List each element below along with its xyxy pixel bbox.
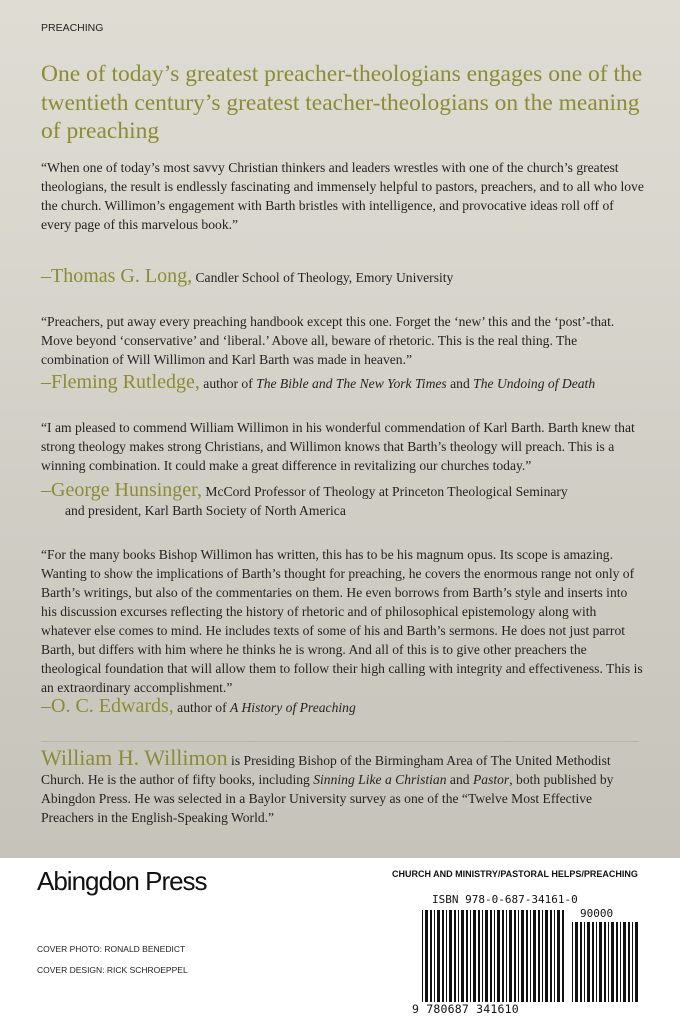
isbn-text: ISBN 978-0-687-34161-0 (432, 893, 578, 906)
barcode-bar (599, 922, 602, 1002)
endorsement-attribution-edwards (41, 697, 656, 717)
barcode-bar (554, 910, 555, 1002)
barcode-bar (526, 910, 528, 1002)
category-label: PREACHING (41, 22, 104, 34)
barcode-bar (425, 910, 428, 1002)
endorsement-attribution-long (41, 267, 656, 287)
barcode-bar (521, 910, 524, 1002)
addon-barcode (572, 922, 640, 1002)
endorser-name: –O. C. Edwards, (41, 695, 174, 717)
barcode-bar (514, 910, 516, 1002)
endorsement-quote-long: “When one of today’s most savvy Christian thinkers and leaders wrestles with one of the church’s greatest theologians, the result is endlessly fascinating and immensely helpful to pastors, preachers, and to all who love the church. Willimon’s engagement with Barth bristles with intelligence, and provocative ideas roll off of every page of this marvelous book.” (41, 160, 644, 232)
barcode-bar (550, 910, 552, 1002)
cover-photo-credit: COVER PHOTO: RONALD BENEDICT (37, 944, 186, 954)
barcode-bar (572, 922, 573, 1002)
endorser-name: –Thomas G. Long, (41, 265, 193, 287)
barcode-bar (584, 922, 585, 1002)
barcode-bar (518, 910, 519, 1002)
book-title: Sinning Like a Christian (313, 772, 447, 787)
barcode-bar (449, 910, 452, 1002)
endorsement-attribution-rutledge (41, 373, 656, 393)
endorsement-quote-rutledge: “Preachers, put away every preaching handbook except this one. Forget the ‘new’ this and the ‘post’-that. Move beyond ‘conservative’ and ‘liberal.’ Above all, beware of rhetoric. This is the real thing. The combination of Will Willimon and Karl Barth was made in heaven.” (41, 314, 615, 367)
barcode-bar (502, 910, 504, 1002)
barcode-bar (635, 922, 638, 1002)
endorsement-quote-edwards: “For the many books Bishop Willimon has written, this has to be his magnum opus. Its scope is amazing. Wanting to show the implications of Barth’s thought for preaching, he covers the enormous range not only of Barth’s writings, but also of the commentaries on them. He even borrows from Barth’s style and inserts into his discussion excurses reflecting the history of rhetoric and of philosophical epistemology along with whatever else comes to mind. He includes texts of some of his and Barth’s sermons. He does not just parrot Barth, but differs with him where he thinks he is wrong. And all of this is to give other preachers the theological foundation that will allow them to follow their high calling with integrity and effectiveness. This is an extraordinary accomplishment.” (41, 547, 643, 695)
endorsement-attribution-hunsinger (41, 481, 656, 520)
bio-text: is Presiding Bishop of the Birmingham Area of The United Methodist Church. He is the author of fifty books, including (41, 753, 611, 787)
barcode-bar (470, 910, 471, 1002)
author-bio (41, 745, 646, 827)
barcode-bar (446, 910, 447, 1002)
barcode-bar (580, 922, 582, 1002)
ean-barcode (422, 910, 568, 1002)
barcode-bar (485, 910, 488, 1002)
barcode-bar (538, 910, 540, 1002)
subject-category: CHURCH AND MINISTRY/PASTORAL HELPS/PREACHING (392, 869, 638, 879)
barcode-bar (497, 910, 500, 1002)
barcode-area (408, 890, 648, 1020)
publisher-logo: Abingdon Press (37, 866, 207, 896)
barcode-bar (557, 910, 560, 1002)
endorser-affiliation: author of (199, 376, 257, 391)
endorser-name: –Fleming Rutledge, (41, 371, 200, 393)
bio-text: and (446, 772, 473, 787)
barcode-bar (437, 910, 440, 1002)
barcode-bar (430, 910, 432, 1002)
endorser-affiliation: Candler School of Theology, Emory University (192, 270, 454, 285)
endorser-affiliation: author of (173, 700, 231, 715)
barcode-bar (596, 922, 597, 1002)
barcode-bar (545, 910, 548, 1002)
barcode-bar (422, 910, 423, 1002)
book-title: The Bible and The New York Times (256, 376, 447, 391)
price-code: 90000 (580, 907, 614, 920)
barcode-bar (434, 910, 435, 1002)
book-title: A History of Preaching (230, 700, 356, 715)
barcode-bar (482, 910, 483, 1002)
book-title: Pastor (472, 772, 510, 787)
barcode-bar (608, 922, 609, 1002)
barcode-bar (562, 910, 564, 1002)
barcode-bar (506, 910, 507, 1002)
barcode-bar (533, 910, 536, 1002)
barcode-bar (442, 910, 444, 1002)
barcode-bar (616, 922, 618, 1002)
endorser-affiliation: McCord Professor of Theology at Princeton Theological Seminary (202, 484, 568, 499)
barcode-bar (542, 910, 543, 1002)
endorser-name: –George Hunsinger, (41, 479, 203, 501)
barcode-bar (494, 910, 495, 1002)
barcode-bar (611, 922, 614, 1002)
conjunction: and (446, 376, 474, 391)
barcode-bar (628, 922, 630, 1002)
barcode-bar (490, 910, 492, 1002)
ean-number: 9 780687 341610 (412, 1002, 519, 1016)
barcode-bar (620, 922, 621, 1002)
barcode-bar (509, 910, 512, 1002)
barcode-bar (592, 922, 594, 1002)
barcode-bar (458, 910, 459, 1002)
barcode-bar (632, 922, 633, 1002)
barcode-bar (575, 922, 578, 1002)
section-divider (41, 741, 639, 742)
author-name: William H. Willimon (41, 745, 228, 770)
barcode-bar (623, 922, 626, 1002)
barcode-bar (478, 910, 480, 1002)
cover-design-credit: COVER DESIGN: RICK SCHROEPPEL (37, 965, 188, 975)
bio-text: , both published by Abingdon Press. He was selected in a Baylor University survey as one of the “Twelve Most Effective Preachers in the English-Speaking World.” (41, 772, 614, 825)
barcode-bar (454, 910, 456, 1002)
barcode-bar (587, 922, 590, 1002)
barcode-bar (461, 910, 464, 1002)
barcode-bar (604, 922, 606, 1002)
headline: One of today’s greatest preacher-theologians engages one of the twentieth century’s greatest teacher-theologians on the meaning of preaching (41, 61, 643, 144)
endorsement-quote-hunsinger: “I am pleased to commend William Willimon in his wonderful commendation of Karl Barth. Barth knew that strong theology makes strong Christians, and Willimon knows that Barth’s theology will preach. This is a winning combination. It could make a great difference in revitalizing our churches today.” (41, 420, 635, 473)
barcode-bar (530, 910, 531, 1002)
book-title: The Undoing of Death (473, 376, 596, 391)
endorser-affiliation-continued: and president, Karl Barth Society of North America (65, 503, 346, 518)
barcode-bar (473, 910, 476, 1002)
barcode-bar (466, 910, 468, 1002)
